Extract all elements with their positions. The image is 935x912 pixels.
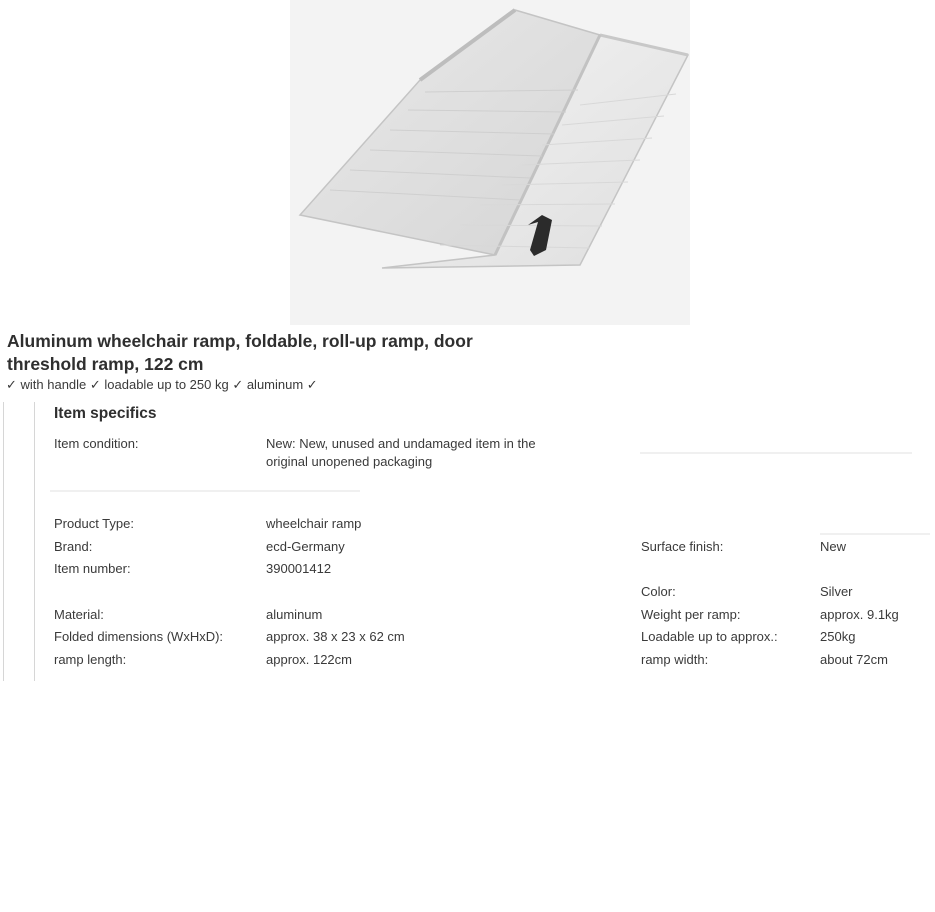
spec-value: 250kg bbox=[820, 629, 856, 644]
row-separator bbox=[50, 490, 360, 492]
spec-value: approx. 122cm bbox=[266, 652, 352, 667]
spec-value: aluminum bbox=[266, 607, 323, 622]
spec-label: Loadable up to approx.: bbox=[641, 629, 778, 644]
spec-label: Brand: bbox=[54, 539, 93, 554]
row-separator bbox=[820, 533, 930, 535]
row-separator bbox=[640, 452, 912, 454]
section-divider bbox=[3, 402, 4, 681]
spec-label: Color: bbox=[641, 584, 676, 599]
spec-value: Silver bbox=[820, 584, 853, 599]
spec-label: Product Type: bbox=[54, 516, 134, 531]
spec-label: Material: bbox=[54, 607, 104, 622]
spec-value: New bbox=[820, 539, 847, 554]
spec-value: about 72cm bbox=[820, 652, 888, 667]
spec-value: ecd-Germany bbox=[266, 539, 345, 554]
spec-value-condition: New: New, unused and undamaged item in the original unopened packaging bbox=[266, 436, 536, 469]
item-specifics-heading: Item specifics bbox=[54, 405, 157, 422]
spec-value: approx. 9.1kg bbox=[820, 607, 899, 622]
spec-label: Item number: bbox=[54, 561, 131, 576]
spec-value: 390001412 bbox=[266, 561, 332, 576]
product-subtitle: ✓ with handle ✓ loadable up to 250 kg ✓ aluminum ✓ bbox=[6, 377, 318, 392]
spec-label-condition: Item condition: bbox=[54, 436, 139, 451]
spec-value: approx. 38 x 23 x 62 cm bbox=[266, 629, 405, 644]
spec-value: wheelchair ramp bbox=[266, 516, 362, 531]
spec-label: ramp width: bbox=[641, 652, 709, 667]
wheelchair-ramp-picture bbox=[290, 0, 690, 325]
spec-label: Folded dimensions (WxHxD): bbox=[54, 629, 224, 644]
spec-label: Weight per ramp: bbox=[641, 607, 741, 622]
spec-label: Surface finish: bbox=[641, 539, 724, 554]
product-image[interactable] bbox=[290, 0, 690, 325]
spec-label: ramp length: bbox=[54, 652, 127, 667]
product-title: Aluminum wheelchair ramp, foldable, roll-up ramp, door threshold ramp, 122 cm bbox=[7, 331, 473, 374]
section-divider bbox=[34, 402, 35, 681]
